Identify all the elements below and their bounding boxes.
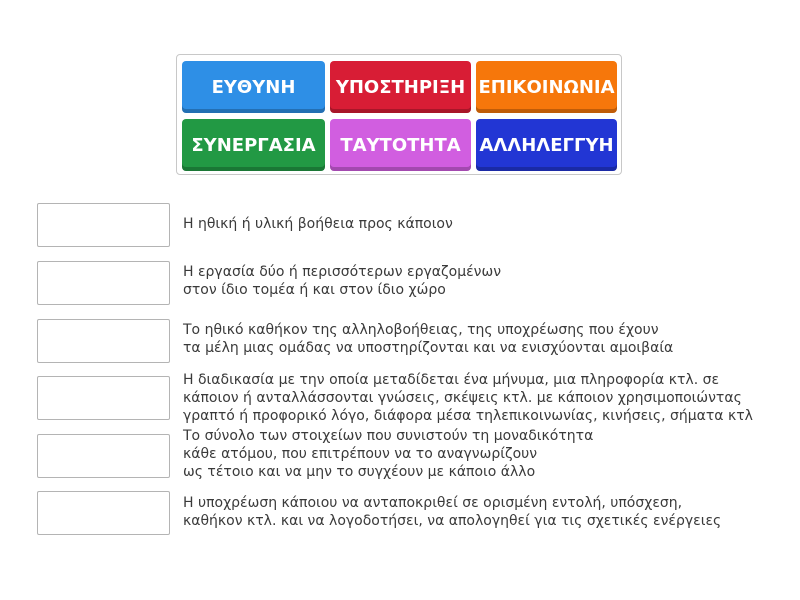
drop-target-box[interactable]: [37, 203, 170, 247]
tile-support[interactable]: ΥΠΟΣΤΗΡΙΞΗ: [330, 61, 471, 113]
drop-target-box[interactable]: [37, 434, 170, 478]
definition-text: [183, 263, 783, 299]
definition-line: γραπτό ή προφορικό λόγο, διάφορα μέσα τηλεπικοινωνίας, κινήσεις, σήματα κτλ: [183, 408, 753, 424]
drop-target-box[interactable]: [37, 319, 170, 363]
tile-identity[interactable]: ΤΑΥΤΟΤΗΤΑ: [330, 119, 471, 171]
word-tiles-panel: [176, 54, 622, 175]
tile-cooperation[interactable]: ΣΥΝΕΡΓΑΣΙΑ: [182, 119, 325, 171]
definition-line: Η υποχρέωση κάποιου να ανταποκριθεί σε ορισμένη εντολή, υπόσχεση,: [183, 495, 683, 511]
definition-line: Η ηθική ή υλική βοήθεια προς κάποιον: [183, 216, 453, 232]
definition-text: [183, 371, 783, 425]
definition-text: [183, 494, 783, 530]
match-row: [37, 203, 787, 247]
match-row: [37, 428, 787, 480]
match-row: [37, 319, 787, 363]
drop-target-box[interactable]: [37, 491, 170, 535]
definition-line: Η διαδικασία με την οποία μεταδίδεται ένα μήνυμα, μια πληροφορία κτλ. σε: [183, 372, 720, 388]
definition-line: κάθε ατόμου, που επιτρέπουν να το αναγνωρίζουν: [183, 446, 538, 462]
drop-target-box[interactable]: [37, 376, 170, 420]
definition-line: καθήκον κτλ. και να λογοδοτήσει, να απολογηθεί για τις σχετικές ενέργειες: [183, 513, 722, 529]
tile-communication[interactable]: ΕΠΙΚΟΙΝΩΝΙΑ: [476, 61, 617, 113]
definition-text: [183, 321, 783, 357]
definition-line: ως τέτοιο και να μην το συγχέουν με κάποιο άλλο: [183, 464, 536, 480]
tile-solidarity[interactable]: ΑΛΛΗΛΕΓΓΥΗ: [476, 119, 617, 171]
tile-responsibility[interactable]: ΕΥΘΥΝΗ: [182, 61, 325, 113]
definition-text: [183, 215, 783, 233]
match-row: [37, 261, 787, 305]
definition-line: Η εργασία δύο ή περισσότερων εργαζομένων: [183, 264, 502, 280]
match-row: [37, 372, 787, 424]
definition-line: τα μέλη μιας ομάδας να υποστηρίζονται και να ενισχύονται αμοιβαία: [183, 340, 674, 356]
definition-line: στον ίδιο τομέα ή και στον ίδιο χώρο: [183, 282, 446, 298]
definition-line: Το σύνολο των στοιχείων που συνιστούν τη μοναδικότητα: [183, 428, 594, 444]
drop-target-box[interactable]: [37, 261, 170, 305]
match-row: [37, 491, 787, 535]
definition-line: κάποιον ή ανταλλάσσονται γνώσεις, σκέψεις κτλ. με κάποιον χρησιμοποιώντας: [183, 390, 742, 406]
definition-line: Το ηθικό καθήκον της αλληλοβοήθειας, της υποχρέωσης που έχουν: [183, 322, 659, 338]
definition-text: [183, 427, 783, 481]
